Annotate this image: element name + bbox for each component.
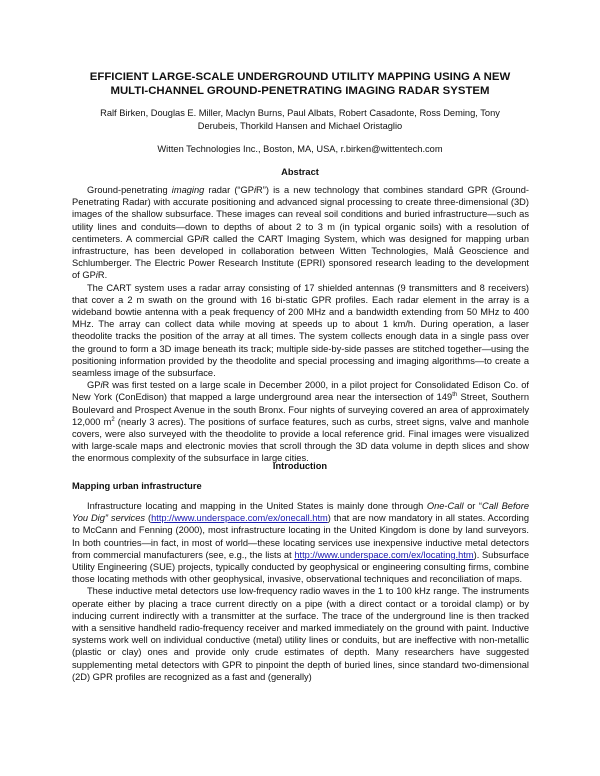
- affiliation: Witten Technologies Inc., Boston, MA, USA, r.birken@wittentech.com: [157, 144, 443, 154]
- abstract-heading: Abstract: [281, 167, 319, 177]
- paper-title: [60, 70, 540, 98]
- introduction-paragraph-1: Infrastructure locating and mapping in the United States is mainly done through One-Call or “Call Before You Dig” services (http://www.underspace.com/ex/onecall.htm) that are now mandatory in all states. According to McCann and Fenning (2000), most infrastructure locating in the United Kingdom is done by land surveyors. In both countries—in fact, in most of world—these locating services use inexpensive inductive metal detectors from commercial manufacturers (see, e.g., the lists at http://www.underspace.com/ex/locating.htm). Subsurface Utility Engineering (SUE) projects, typically conducted by geophysical or engineering consulting firms, combine those locating methods with other geophysical, invasive, observational techniques and reconciliation of maps.: [72, 501, 529, 585]
- section-subheading: Mapping urban infrastructure: [72, 481, 202, 491]
- abstract-paragraph-3: GPiR was first tested on a large scale in December 2000, in a pilot project for Consolidated Edison Co. of New York (ConEdison) that mapped a large underground area near the intersection of 149th Street, Southern Boulevard and Prospect Avenue in the south Bronx. Four nights of surveying covered an area of approximately 12,000 $m^2$ (nearly 3 acres). The positions of surface features, such as curbs, street signs, valve and manhole covers, were also surveyed with the theodolite to provide a local reference grid. Final images were visualized with large-scale maps and electronic movies that scroll through the 3D data volume in depth slices and show the enormous complexity of the subsurface in large cities.: [72, 380, 530, 464]
- title-line-1: EFFICIENT LARGE-SCALE UNDERGROUND UTILITY MAPPING USING A NEW: [89, 71, 511, 83]
- introduction-heading: Introduction: [272, 461, 328, 471]
- introduction-paragraph-2: These inductive metal detectors use low-frequency radio waves in the 1 to 100 kHz range. The instruments operate either by placing a trace current directly on a pipe (with a direct contact or a toroidal clamp) or by inducing current indirectly with a transmitter at the surface. The trace of the underground line is then tracked with a sensitive handheld radio-frequency receiver and marked immediately on the ground with paint. Inductive systems work well on individual conductive (metal) utility lines or conduits, but are ineffective with non-metallic (plastic or clay) ones and provide only crude estimates of depth. Many researchers have suggested supplementing metal detectors with GPR to pinpoint the depth of buried lines, since standard two-dimensional (2D) GPR profiles are recognized as a fast and (generally): [72, 586, 529, 682]
- authors-line-2: Derubeis, Thorkild Hansen and Michael Oristaglio: [197, 121, 403, 131]
- title-line-2: MULTI-CHANNEL GROUND-PENETRATING IMAGING RADAR SYSTEM: [110, 85, 490, 97]
- onecall-link[interactable]: http://www.underspace.com/ex/onecall.htm: [151, 513, 328, 524]
- locating-link[interactable]: http://www.underspace.com/ex/locating.htm: [294, 549, 474, 560]
- authors-line-1: Ralf Birken, Douglas E. Miller, Maclyn Burns, Paul Albats, Robert Casadonte, Ross Deming, Tony: [100, 108, 500, 118]
- abstract-paragraph-1: Ground-penetrating imaging radar (“GPiR”) is a new technology that combines standard GPR (Ground-Penetrating Radar) with accurate positioning and advanced signal processing to create three-dimensional (3D) images of the shallow subsurface. These images can reveal soil conditions and buried infrastructure—such as utility lines and conduits—down to depths of about 2 to 3 m (in typical organic soils) with a resolution of centimeters. A commercial GPiR called the CART Imaging System, which was designed for mapping urban infrastructure, has been developed in collaboration between Witten Technologies, Malå Geoscience and Schlumberger. The Electric Power Research Institute (EPRI) sponsored research leading to the development of GPiR.: [72, 185, 530, 281]
- introduction-body: [72, 500, 529, 683]
- abstract-body: [72, 184, 529, 465]
- abstract-paragraph-2: The CART system uses a radar array consisting of 17 shielded antennas (9 transmitters and 8 receivers) that cover a 2 m swath on the ground with 16 bi-static GPR profiles. Each radar element in the array is a wideband bowtie antenna with a peak frequency of 200 MHz and a bandwidth extending from 50 MHz to 400 MHz. The array can collect data while moving at speeds up to about 1 km/h. During operation, a laser theodolite tracks the position of the array at all times. The system collects enough data in a single pass over the ground to form a 3D image beneath its track; multiple side-by-side passes are stitched together—using the positioning information provided by the theodolite and special processing and imaging algorithms—to create a seamless image of the subsurface.: [72, 282, 529, 379]
- author-list: [70, 107, 530, 133]
